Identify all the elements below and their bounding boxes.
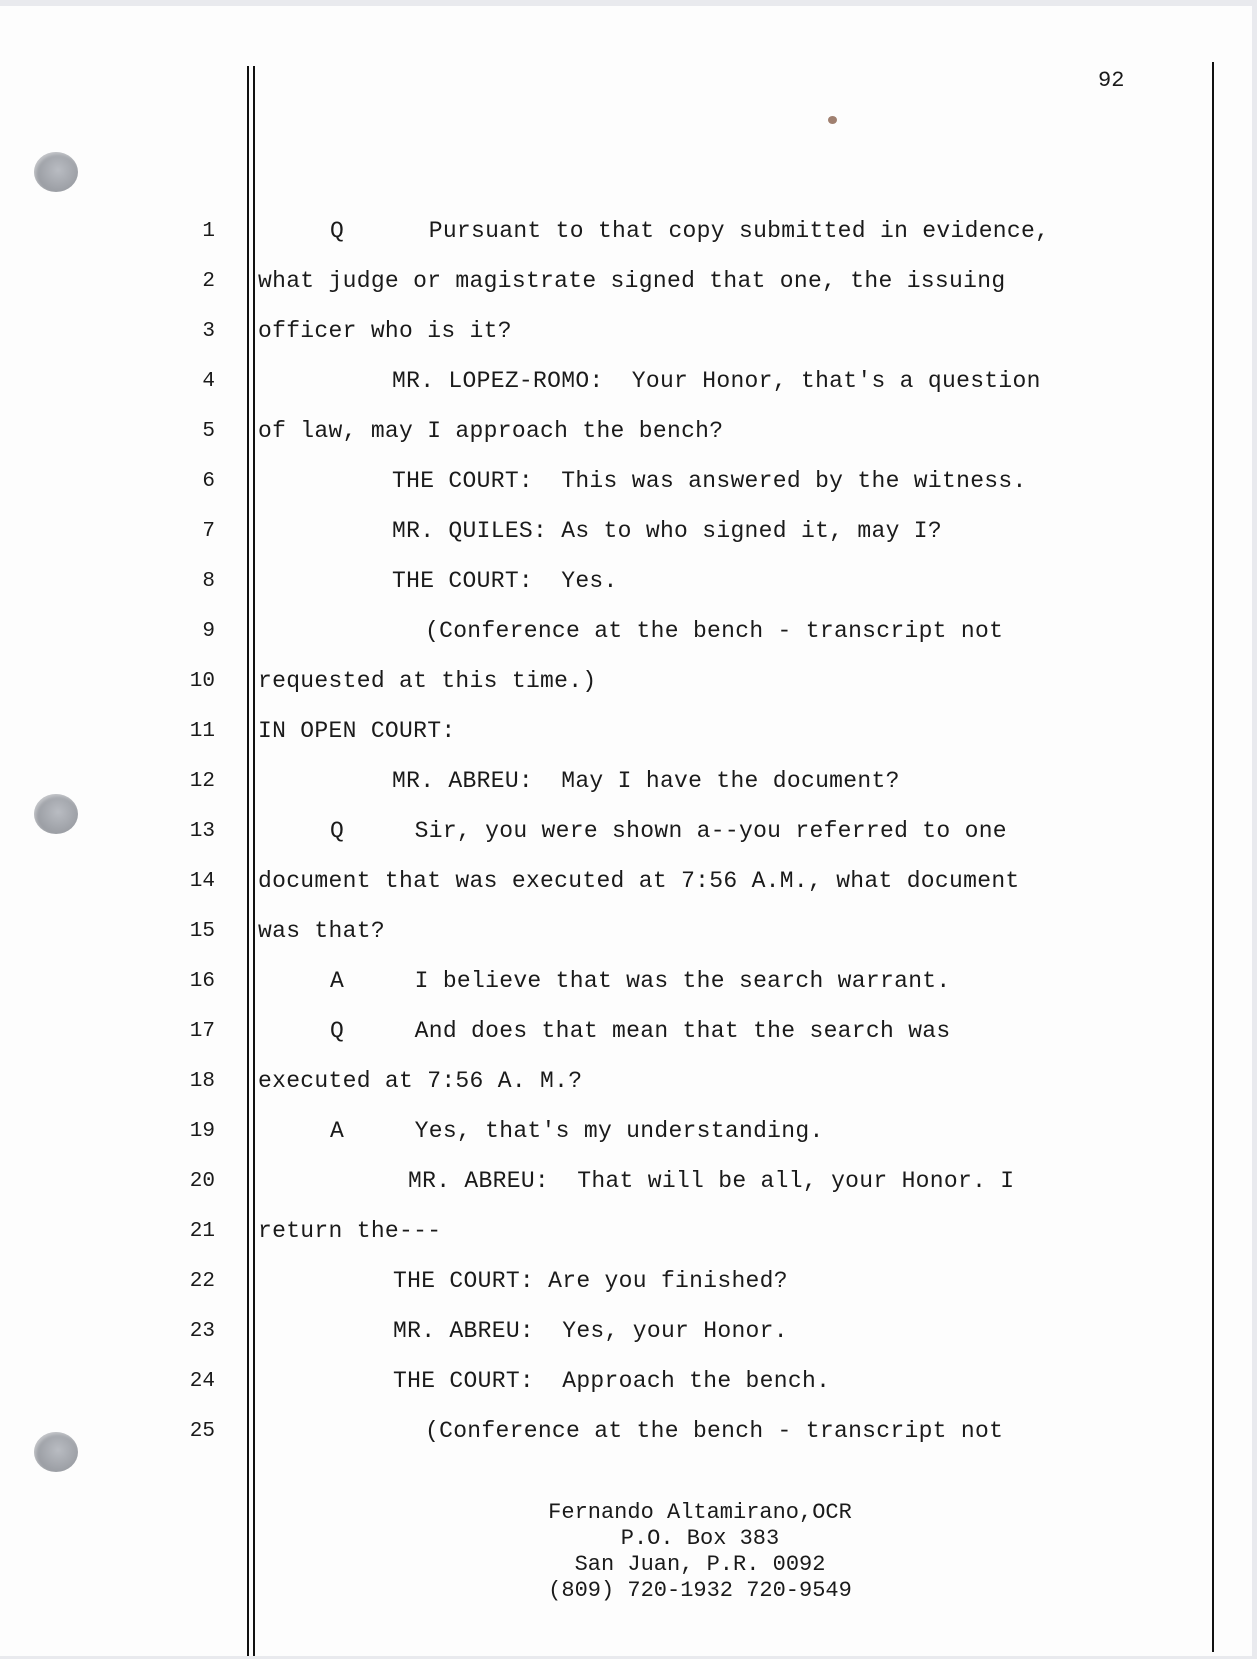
transcript-line-text: of law, may I approach the bench?	[258, 418, 724, 444]
transcript-line-text: officer who is it?	[258, 318, 512, 344]
transcript-line-text: A I believe that was the search warrant.	[330, 968, 951, 994]
reporter-footer	[440, 1500, 960, 1604]
line-number: 14	[189, 870, 215, 893]
paper-speck	[828, 116, 837, 124]
line-number: 16	[189, 970, 215, 993]
line-number: 7	[202, 520, 215, 543]
transcript-line-text: IN OPEN COURT:	[258, 718, 456, 744]
reporter-po-box: P.O. Box 383	[620, 1526, 780, 1551]
transcript-line-text: THE COURT: Approach the bench.	[393, 1368, 831, 1394]
line-number: 2	[202, 270, 215, 293]
transcript-line-text: was that?	[258, 918, 385, 944]
transcript-line-text: MR. LOPEZ-ROMO: Your Honor, that's a question	[392, 368, 1041, 394]
reporter-name: Fernando Altamirano,OCR	[548, 1500, 852, 1525]
line-number: 17	[189, 1020, 215, 1043]
line-number: 1	[202, 220, 215, 243]
line-number: 5	[202, 420, 215, 443]
binder-hole-middle	[34, 794, 78, 834]
transcript-line-text: THE COURT: Yes.	[392, 568, 618, 594]
line-number: 6	[202, 470, 215, 493]
transcript-line-text: MR. ABREU: That will be all, your Honor. I	[408, 1168, 1015, 1194]
line-number: 3	[202, 320, 215, 343]
line-number: 9	[202, 620, 215, 643]
transcript-line-text: (Conference at the bench - transcript not	[425, 618, 1004, 644]
line-number: 8	[202, 570, 215, 593]
line-number: 15	[189, 920, 215, 943]
page-number: 92	[1098, 68, 1125, 93]
line-number: 23	[189, 1320, 215, 1343]
transcript-line-text: requested at this time.)	[258, 668, 597, 694]
transcript-page	[0, 6, 1252, 1656]
line-number: 4	[202, 370, 215, 393]
binder-hole-bottom	[34, 1432, 78, 1472]
line-number: 13	[189, 820, 215, 843]
line-number: 10	[189, 670, 215, 693]
line-number: 24	[189, 1370, 215, 1393]
line-number: 18	[189, 1070, 215, 1093]
right-margin-rule	[1212, 62, 1214, 1652]
line-number: 19	[189, 1120, 215, 1143]
transcript-line-text: return the---	[258, 1218, 442, 1244]
line-number: 20	[189, 1170, 215, 1193]
transcript-line-text: A Yes, that's my understanding.	[330, 1118, 824, 1144]
transcript-line-text: executed at 7:56 A. M.?	[258, 1068, 583, 1094]
left-margin-rule-inner	[253, 66, 255, 1656]
transcript-line-text: Q Sir, you were shown a--you referred to one	[330, 818, 1007, 844]
transcript-line-text: Q And does that mean that the search was	[330, 1018, 951, 1044]
reporter-phones: (809) 720-1932 720-9549	[548, 1578, 852, 1603]
line-number: 21	[189, 1220, 215, 1243]
transcript-line-text: MR. QUILES: As to who signed it, may I?	[392, 518, 942, 544]
reporter-city: San Juan, P.R. 0092	[574, 1552, 826, 1577]
transcript-line-text: what judge or magistrate signed that one, the issuing	[258, 268, 1006, 294]
line-number: 12	[189, 770, 215, 793]
line-number: 25	[189, 1420, 215, 1443]
transcript-line-text: (Conference at the bench - transcript not	[425, 1418, 1004, 1444]
transcript-line-text: MR. ABREU: Yes, your Honor.	[393, 1318, 788, 1344]
binder-hole-top	[34, 152, 78, 192]
left-margin-rule-outer	[247, 66, 249, 1656]
transcript-line-text: Q Pursuant to that copy submitted in evidence,	[330, 218, 1050, 244]
transcript-line-text: document that was executed at 7:56 A.M., what document	[258, 868, 1020, 894]
line-number: 11	[189, 720, 215, 743]
transcript-line-text: MR. ABREU: May I have the document?	[392, 768, 900, 794]
transcript-line-text: THE COURT: This was answered by the witness.	[392, 468, 1027, 494]
line-number: 22	[189, 1270, 215, 1293]
transcript-line-text: THE COURT: Are you finished?	[393, 1268, 788, 1294]
